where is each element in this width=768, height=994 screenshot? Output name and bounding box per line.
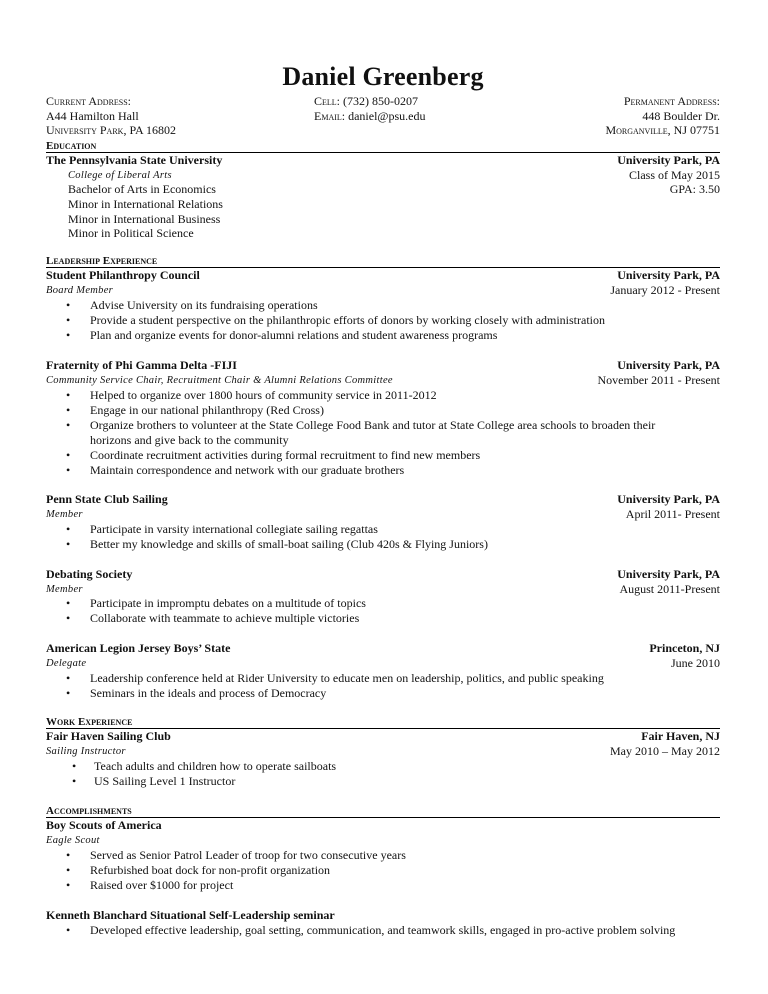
org-name: American Legion Jersey Boys’ State [46,641,231,655]
list-item: • Plan and organize events for donor-alumni relations and student awareness programs [46,328,720,343]
entry-org-row [46,358,720,373]
permanent-address [605,94,720,138]
current-address-label: Current Address: [46,94,132,108]
role-date: June 2010 [671,656,720,670]
org-location: University Park, PA [617,358,720,372]
entry-role-row [46,656,720,671]
org-name: Student Philanthropy Council [46,268,200,282]
entry-role-row [46,283,720,298]
list-item: • Advise University on its fundraising operations [46,298,720,313]
bullet-list [46,848,720,893]
list-item: • Collaborate with teammate to achieve multiple victories [46,611,720,626]
accomplishment-role-row [46,833,720,848]
org-location: University Park, PA [617,268,720,282]
org-location: University Park, PA [617,567,720,581]
list-item: • Developed effective leadership, goal setting, communication, and teamwork skills, engaged in pro-active problem solving [46,923,720,938]
minor-2: Minor in International Business [68,212,221,226]
class-of: Class of May 2015 [629,168,720,182]
seminar-org: Kenneth Blanchard Situational Self-Leadership seminar [46,908,335,922]
bullet-list [46,759,720,789]
list-item: • Teach adults and children how to operate sailboats [46,759,720,774]
work-role-row [46,744,720,759]
bullet-list [46,671,720,701]
education-school-row [46,153,720,168]
list-item: • Participate in impromptu debates on a multitude of topics [46,596,720,611]
list-item: • US Sailing Level 1 Instructor [46,774,720,789]
education-heading: Education [46,140,720,153]
list-item-continuation: horizons and give back to the community [90,433,289,447]
list-item: • Organize brothers to volunteer at the State College Food Bank and tutor at State College area schools to broaden their [46,418,720,433]
org-name: Penn State Club Sailing [46,492,168,506]
work-location: Fair Haven, NJ [641,729,720,743]
role-title: Community Service Chair, Recruitment Chair & Alumni Relations Committee [46,375,393,386]
work-date: May 2010 – May 2012 [610,744,720,758]
college-name: College of Liberal Arts [68,170,172,181]
accomplishments-heading: Accomplishments [46,805,720,818]
list-item: • Raised over $1000 for project [46,878,720,893]
accomplishment-org-row [46,818,720,833]
entry-org-row [46,268,720,283]
school-location: University Park, PA [617,153,720,167]
email-label: Email: [314,108,346,123]
list-item: • Provide a student perspective on the philanthropic efforts of donors by working closely with administration [46,313,720,328]
role-date: January 2012 - Present [610,283,720,297]
current-address-line1: A44 Hamilton Hall [46,108,139,123]
accomplishment-role: Eagle Scout [46,835,100,846]
role-date: November 2011 - Present [597,373,720,387]
role-title: Member [46,509,83,520]
entry-role-row [46,582,720,597]
work-org: Fair Haven Sailing Club [46,729,171,743]
degree: Bachelor of Arts in Economics [68,182,216,196]
role-title: Delegate [46,658,87,669]
leadership-heading: Leadership Experience [46,255,720,268]
bullet-list [46,388,720,478]
candidate-name: Daniel Greenberg [282,62,484,91]
list-item: • Coordinate recruitment activities during formal recruitment to find new members [46,448,720,463]
accomplishment-org: Boy Scouts of America [46,818,162,832]
contact-info [314,94,425,123]
permanent-address-line1: 448 Boulder Dr. [642,108,720,123]
work-role: Sailing Instructor [46,746,126,757]
entry-org-row [46,567,720,582]
role-date: August 2011-Present [619,582,720,596]
cell-value: (732) 850-0207 [343,94,418,108]
education-college-row [46,168,720,183]
entry-org-row [46,641,720,656]
list-item: • Served as Senior Patrol Leader of troop for two consecutive years [46,848,720,863]
work-org-row [46,729,720,744]
permanent-address-label: Permanent Address: [623,94,720,108]
org-name: Debating Society [46,567,133,581]
bullet-list [46,596,720,626]
current-address [46,94,176,138]
current-address-line2: University Park, PA 16802 [46,123,177,137]
bullet-list [46,298,720,343]
list-item: • Helped to organize over 1800 hours of community service in 2011-2012 [46,388,720,403]
bullet-list [46,522,720,552]
cell-label: Cell: [314,94,340,108]
work-heading: Work Experience [46,716,720,729]
list-item: • Participate in varsity international collegiate sailing regattas [46,522,720,537]
permanent-address-line2: Morganville, NJ 07751 [605,123,720,137]
org-name: Fraternity of Phi Gamma Delta -FIJI [46,358,237,372]
entry-org-row [46,492,720,507]
minor-1: Minor in International Relations [68,197,223,211]
school-name: The Pennsylvania State University [46,153,223,167]
role-title: Board Member [46,285,114,296]
entry-role-row [46,507,720,522]
list-item: • Leadership conference held at Rider University to educate men on leadership, politics, and public speaking [46,671,720,686]
role-title: Member [46,584,83,595]
email-value: daniel@psu.edu [348,108,426,123]
entry-role-row [46,373,720,388]
role-date: April 2011- Present [625,507,720,521]
bullet-list [46,923,720,938]
gpa: GPA: 3.50 [669,182,720,196]
list-item: • Maintain correspondence and network with our graduate brothers [46,463,720,478]
org-location: University Park, PA [617,492,720,506]
cell-line [314,94,425,109]
list-item: • Refurbished boat dock for non-profit organization [46,863,720,878]
list-item: • Engage in our national philanthropy (Red Cross) [46,403,720,418]
list-item: • Better my knowledge and skills of small-boat sailing (Club 420s & Flying Juniors) [46,537,720,552]
minor-3: Minor in Political Science [68,226,194,240]
org-location: Princeton, NJ [649,641,720,655]
email-line [314,109,425,124]
list-item: • Seminars in the ideals and process of Democracy [46,686,720,701]
seminar-org-row [46,908,720,923]
education-degree-row [46,182,720,197]
